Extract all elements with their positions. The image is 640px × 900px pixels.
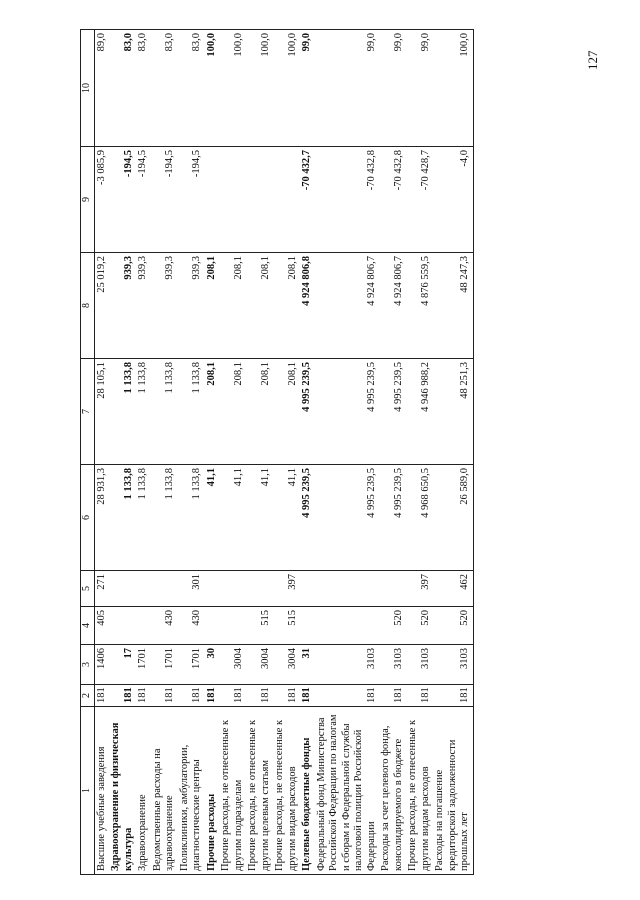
table-cell: 520: [433, 607, 473, 645]
table-cell: 99,0: [379, 30, 406, 147]
table-cell: 462: [433, 571, 473, 607]
table-cell: [315, 571, 380, 607]
table-cell: -4,0: [433, 147, 473, 253]
row-label: Прочие расходы, не отнесенные к другим целевым статьям: [246, 707, 273, 875]
table-cell: 4 995 239,5: [315, 465, 380, 571]
table-cell: 181: [379, 685, 406, 707]
table-cell: 26 589,0: [433, 465, 473, 571]
column-header: 1: [81, 707, 95, 875]
table-cell: [219, 147, 246, 253]
table-cell: 1 133,8: [109, 359, 136, 465]
table-cell: 1701: [136, 645, 151, 685]
column-header: 2: [81, 685, 95, 707]
table-cell: 430: [178, 607, 205, 645]
table-cell: 25 019,2: [94, 253, 109, 359]
table-cell: 1701: [178, 645, 205, 685]
table-cell: [379, 571, 406, 607]
table-cell: 405: [94, 607, 109, 645]
table-row: [433, 30, 473, 875]
table-row: [205, 30, 220, 875]
table-cell: 181: [433, 685, 473, 707]
row-label: Федеральный фонд Министерства Российской Федерации по налогам и сборам и Федеральной службы налоговой полиции Российской Федерации: [315, 707, 380, 875]
table-cell: 99,0: [315, 30, 380, 147]
table-row: [315, 30, 380, 875]
table-cell: 181: [151, 685, 178, 707]
table-cell: 397: [273, 571, 300, 607]
table-cell: 1701: [151, 645, 178, 685]
table-cell: 89,0: [94, 30, 109, 147]
table-cell: 4 995 239,5: [379, 465, 406, 571]
table-cell: 4 924 806,7: [379, 253, 406, 359]
table-cell: 41,1: [273, 465, 300, 571]
table-cell: -70 432,8: [315, 147, 380, 253]
table-cell: 1 133,8: [136, 465, 151, 571]
table-cell: [300, 607, 315, 645]
table-cell: 181: [109, 685, 136, 707]
table-cell: 939,3: [151, 253, 178, 359]
table-cell: 208,1: [246, 253, 273, 359]
budget-table: [80, 29, 474, 875]
table-cell: -194,5: [136, 147, 151, 253]
table-cell: 17: [109, 645, 136, 685]
table-cell: 83,0: [151, 30, 178, 147]
row-label: Здравоохранение и физическая культура: [109, 707, 136, 875]
table-cell: 1 133,8: [151, 465, 178, 571]
table-cell: 4 968 650,5: [406, 465, 433, 571]
table-cell: 3004: [273, 645, 300, 685]
table-cell: 430: [151, 607, 178, 645]
table-cell: [136, 571, 151, 607]
row-label: Прочие расходы, не отнесенные к другим подразделам: [219, 707, 246, 875]
table-cell: 30: [205, 645, 220, 685]
row-label: Здравоохранение: [136, 707, 151, 875]
table-cell: -70 432,8: [379, 147, 406, 253]
table-cell: 181: [205, 685, 220, 707]
table-cell: 208,1: [246, 359, 273, 465]
rotated-table-container: [80, 30, 610, 875]
row-label: Ведомственные расходы на здравоохранение: [151, 707, 178, 875]
table-body: [94, 30, 473, 875]
table-cell: 939,3: [109, 253, 136, 359]
table-cell: 181: [219, 685, 246, 707]
column-header: 9: [81, 147, 95, 253]
table-cell: 208,1: [273, 359, 300, 465]
table-cell: [219, 607, 246, 645]
table-cell: 208,1: [219, 359, 246, 465]
table-cell: -194,5: [178, 147, 205, 253]
table-cell: 4 924 806,7: [315, 253, 380, 359]
table-cell: -194,5: [151, 147, 178, 253]
table-cell: 520: [379, 607, 406, 645]
table-cell: 41,1: [246, 465, 273, 571]
table-row: [136, 30, 151, 875]
table-cell: 208,1: [205, 253, 220, 359]
table-cell: -194,5: [109, 147, 136, 253]
table-cell: 4 876 559,5: [406, 253, 433, 359]
table-cell: 4 995 239,5: [315, 359, 380, 465]
table-cell: [136, 607, 151, 645]
row-label: Расходы на погашение кредиторской задолженности прошлых лет: [433, 707, 473, 875]
table-cell: 4 995 239,5: [379, 359, 406, 465]
table-cell: 939,3: [178, 253, 205, 359]
table-cell: 100,0: [273, 30, 300, 147]
column-header: 3: [81, 645, 95, 685]
row-label: Поликлиники, амбулатории, диагностические центры: [178, 707, 205, 875]
table-row: [273, 30, 300, 875]
table-cell: 181: [273, 685, 300, 707]
table-row: [219, 30, 246, 875]
table-cell: [205, 147, 220, 253]
row-label: Прочие расходы: [205, 707, 220, 875]
column-header: 4: [81, 607, 95, 645]
table-cell: 3103: [433, 645, 473, 685]
table-row: [109, 30, 136, 875]
table-cell: 181: [94, 685, 109, 707]
row-label: Прочие расходы, не отнесенные к другим видам расходов: [406, 707, 433, 875]
table-cell: 100,0: [219, 30, 246, 147]
column-header: 8: [81, 253, 95, 359]
table-cell: [246, 571, 273, 607]
table-cell: 397: [406, 571, 433, 607]
table-cell: 208,1: [205, 359, 220, 465]
table-cell: [205, 571, 220, 607]
table-row: [151, 30, 178, 875]
table-cell: 520: [406, 607, 433, 645]
table-cell: 181: [178, 685, 205, 707]
table-cell: [109, 571, 136, 607]
table-cell: 100,0: [205, 30, 220, 147]
table-cell: 100,0: [433, 30, 473, 147]
table-cell: -3 085,9: [94, 147, 109, 253]
table-row: [406, 30, 433, 875]
table-row: [178, 30, 205, 875]
table-cell: [315, 607, 380, 645]
table-cell: 28 931,3: [94, 465, 109, 571]
table-cell: 1 133,8: [178, 359, 205, 465]
table-cell: [151, 571, 178, 607]
table-cell: [219, 571, 246, 607]
table-cell: 1 133,8: [136, 359, 151, 465]
table-cell: 3004: [219, 645, 246, 685]
table-cell: 83,0: [136, 30, 151, 147]
column-header: 10: [81, 30, 95, 147]
table-cell: 4 995 239,5: [300, 359, 315, 465]
row-label: Целевые бюджетные фонды: [300, 707, 315, 875]
table-row: [300, 30, 315, 875]
table-cell: [246, 147, 273, 253]
table-cell: 100,0: [246, 30, 273, 147]
table-cell: 181: [246, 685, 273, 707]
table-cell: 99,0: [406, 30, 433, 147]
table-cell: 271: [94, 571, 109, 607]
table-cell: [205, 607, 220, 645]
table-cell: 1 133,8: [109, 465, 136, 571]
table-cell: 1 133,8: [151, 359, 178, 465]
table-cell: 301: [178, 571, 205, 607]
table-cell: 3004: [246, 645, 273, 685]
table-row: [379, 30, 406, 875]
table-cell: 4 946 988,2: [406, 359, 433, 465]
table-cell: 208,1: [273, 253, 300, 359]
table-cell: 48 251,3: [433, 359, 473, 465]
table-cell: [273, 147, 300, 253]
column-header: 5: [81, 571, 95, 607]
table-cell: 181: [300, 685, 315, 707]
table-cell: 3103: [315, 645, 380, 685]
table-cell: 1406: [94, 645, 109, 685]
table-cell: [109, 607, 136, 645]
table-cell: 181: [136, 685, 151, 707]
table-cell: 83,0: [109, 30, 136, 147]
table-cell: -70 432,7: [300, 147, 315, 253]
page-number: 127: [585, 50, 600, 70]
table-row: [94, 30, 109, 875]
table-cell: 41,1: [205, 465, 220, 571]
table-cell: 3103: [406, 645, 433, 685]
table-row: [246, 30, 273, 875]
table-cell: 1 133,8: [178, 465, 205, 571]
table-cell: 4 995 239,5: [300, 465, 315, 571]
table-cell: 181: [406, 685, 433, 707]
header-row: [81, 30, 95, 875]
table-cell: 181: [315, 685, 380, 707]
table-cell: 515: [246, 607, 273, 645]
table-cell: 99,0: [300, 30, 315, 147]
row-label: Расходы за счет целевого фонда, консолидируемого в бюджете: [379, 707, 406, 875]
table-cell: 515: [273, 607, 300, 645]
row-label: Высшие учебные заведения: [94, 707, 109, 875]
table-cell: 208,1: [219, 253, 246, 359]
table-cell: 83,0: [178, 30, 205, 147]
table-cell: 41,1: [219, 465, 246, 571]
table-cell: 28 105,1: [94, 359, 109, 465]
column-header: 7: [81, 359, 95, 465]
table-cell: 4 924 806,8: [300, 253, 315, 359]
table-cell: 3103: [379, 645, 406, 685]
row-label: Прочие расходы, не отнесенные к другим видам расходов: [273, 707, 300, 875]
table-cell: -70 428,7: [406, 147, 433, 253]
column-header: 6: [81, 465, 95, 571]
table-cell: 31: [300, 645, 315, 685]
table-cell: 939,3: [136, 253, 151, 359]
table-cell: 48 247,3: [433, 253, 473, 359]
table-cell: [300, 571, 315, 607]
